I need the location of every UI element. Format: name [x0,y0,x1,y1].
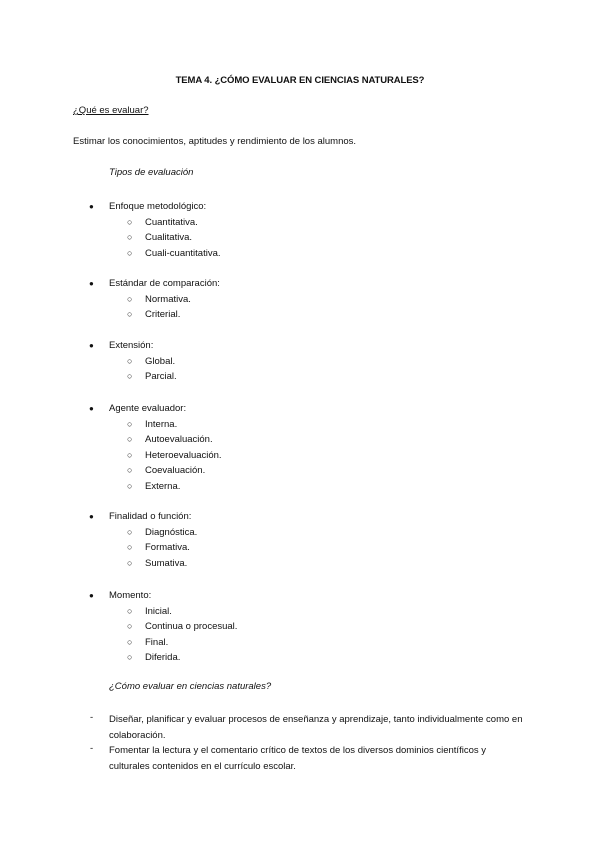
circle-bullet-icon: ○ [127,247,133,258]
circle-bullet-icon: ○ [127,605,133,616]
sub-item-label: Cuali-cuantitativa. [145,247,221,259]
circle-bullet-icon: ○ [127,434,133,444]
bullet-icon: ● [89,279,94,288]
category-label: Agente evaluador: [109,403,187,414]
how-item-text: Fomentar la lectura y el comentario crítico de textos de los diversos dominios científicos y culturales contenidos en el currículo escolar. [109,745,486,772]
circle-bullet-icon: ○ [127,232,133,242]
circle-bullet-icon: ○ [127,216,133,227]
category-label: Estándar de comparación: [109,278,220,289]
circle-bullet-icon: ○ [127,465,133,475]
category-label: Finalidad o función: [109,511,192,522]
circle-bullet-icon: ○ [127,652,133,662]
sub-item-label: Normativa. [145,293,191,305]
sub-item-label: Cualitativa. [145,232,192,243]
circle-bullet-icon: ○ [127,621,133,631]
sub-item-label: Diagnóstica. [145,526,198,538]
circle-bullet-icon: ○ [127,526,133,537]
circle-bullet-icon: ○ [127,293,133,304]
category-label: Momento: [109,590,152,601]
bullet-icon: ● [89,404,94,413]
circle-bullet-icon: ○ [127,309,133,319]
sub-item-label: Cuantitativa. [145,216,198,228]
sub-item-label: Heteroevaluación. [145,449,222,461]
circle-bullet-icon: ○ [127,371,133,381]
section-question: ¿Qué es evaluar? [73,105,149,116]
circle-bullet-icon: ○ [127,449,133,460]
sub-item-label: Continua o procesual. [145,621,238,632]
sub-item-label: Externa. [145,480,181,492]
sub-item-label: Parcial. [145,371,177,382]
circle-bullet-icon: ○ [127,542,133,552]
circle-bullet-icon: ○ [127,480,133,491]
page-title: TEMA 4. ¿CÓMO EVALUAR EN CIENCIAS NATURALES? [175,75,425,86]
sub-item-label: Formativa. [145,542,190,553]
sub-item-label: Final. [145,636,169,648]
dash-bullet-icon: - [90,712,94,723]
sub-item-label: Coevaluación. [145,465,206,476]
bullet-icon: ● [89,202,94,211]
circle-bullet-icon: ○ [127,557,133,568]
sub-item-label: Interna. [145,418,178,430]
sub-item-label: Sumativa. [145,557,188,569]
circle-bullet-icon: ○ [127,418,133,429]
sub-item-label: Autoevaluación. [145,434,213,445]
sub-item-label: Inicial. [145,605,172,617]
how-heading: ¿Cómo evaluar en ciencias naturales? [109,681,272,692]
category-label: Extensión: [109,340,154,351]
bullet-icon: ● [89,512,94,521]
dash-bullet-icon: - [90,743,94,754]
circle-bullet-icon: ○ [127,355,133,366]
category-label: Enfoque metodológico: [109,201,207,212]
sub-item-label: Criterial. [145,309,181,320]
how-item-text: Diseñar, planificar y evaluar procesos de enseñanza y aprendizaje, tanto individualmente como en colaboración. [109,714,523,741]
circle-bullet-icon: ○ [127,636,133,647]
bullet-icon: ● [89,591,94,600]
bullet-icon: ● [89,341,94,350]
definition-text: Estimar los conocimientos, aptitudes y rendimiento de los alumnos. [73,136,357,147]
sub-item-label: Global. [145,355,176,367]
types-heading: Tipos de evaluación [109,167,194,178]
sub-item-label: Diferida. [145,652,181,663]
